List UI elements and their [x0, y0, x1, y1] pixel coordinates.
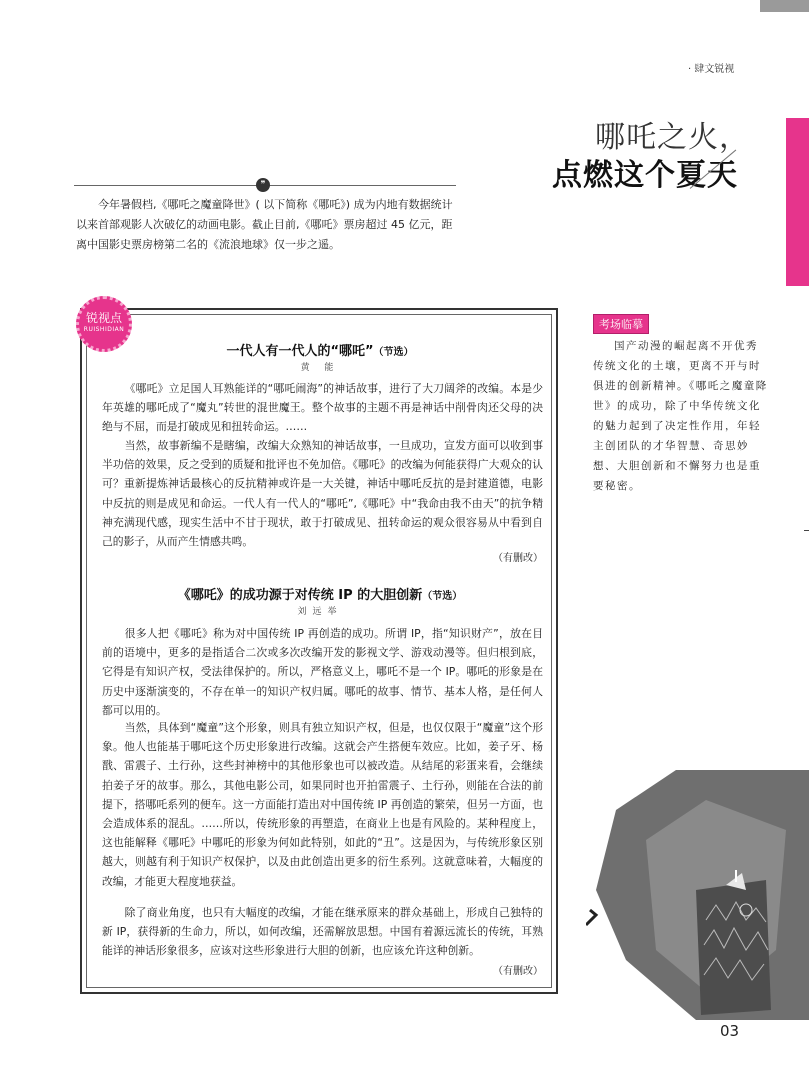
article-title-text: 一代人有一代人的“哪吒” [226, 344, 374, 359]
rosette-label: 锐视点 [85, 311, 122, 325]
accent-bar [786, 118, 809, 286]
article-author: 刘远举 [297, 607, 343, 617]
rosette-sublabel: RUISHIDIAN [83, 326, 125, 333]
article-paragraph: 很多人把《哪吒》称为对中国传统 IP 再创造的成功。所谓 IP，指“知识财产”，放在目前的语境中，更多的是指适合二次或多次改编开发的影视文学、游戏动漫等。但归根到底，它得是有知识产权，受法律保护的。所以，严格意义上，哪吒不是一个 IP。哪吒的形象是在历史中逐渐演变的，不存在单一的知识产权归属。哪吒的故事、情节、基本人格，是任何人都可以用的。 [102, 627, 543, 717]
illustration [586, 770, 809, 1020]
sidebar-text: 国产动漫的崛起离不开优秀传统文化的土壤，更离不开与时俱进的创新精神。《哪吒之魔童降世》的成功，除了中华传统文化的魅力起到了决定性作用，年轻主创团队的才华智慧、奇思妙想、大胆创新和不懈努力也是重要秘密。 [593, 340, 768, 492]
sidebar-badge: 考场临摹 [593, 314, 649, 334]
page-title-line2: 点燃这个夏天 [552, 158, 738, 193]
article-title-suffix: （节选） [373, 347, 414, 358]
article-paragraph: 《哪吒》立足国人耳熟能详的“哪吒闹海”的神话故事，进行了大刀阔斧的改编。本是少年英雄的哪吒成了“魔丸”转世的混世魔王。整个故事的主题不再是神话中削骨肉还父母的决绝与不屈，而是打破成见和扭转命运。…… [102, 382, 543, 434]
corner-decoration [760, 0, 809, 12]
article-author: 黄 能 [300, 363, 340, 373]
article-note: （有删改） [493, 553, 543, 564]
article-note: （有删改） [493, 966, 543, 977]
article-paragraph: 当然，具体到“魔童”这个形象，则具有独立知识产权，但是，也仅仅限于“魔童”这个形象。他人也能基于哪吒这个历史形象进行改编。这就会产生搭便车效应。比如，姜子牙、杨戬、雷震子、土行孙，这些封神榜中的其他形象也可以被改造。从结尾的彩蛋来看，会继续拍姜子牙的故事。那么，其他电影公司，如果同时也开拍雷震子、土行孙，则能在合法的前提下，搭哪吒系列的便车。这一方面能打造出对中国传统 IP 再创造的繁荣，但另一方面，也会造成体系的混乱。……所以，传统形象的再塑造，在商业上也是有风险的。某种程度上，这也能解释《哪吒》中哪吒的形象为何如此特别，如此的“丑”。这是因为，与传统形象区别越大，则越有利于知识产权保护，以及由此创造出更多的衍生系列。这就意味着，大幅度的改编，才能更大程度地获益。 [102, 721, 543, 888]
quote-icon: ❞ [256, 178, 270, 192]
page-number: 03 [720, 1022, 740, 1040]
margin-tick [804, 530, 809, 531]
article-title [100, 340, 540, 359]
page-title-line1: 哪吒之火， [595, 120, 750, 155]
intro-paragraph: 今年暑假档,《哪吒之魔童降世》( 以下简称《哪吒》) 成为内地有数据统计以来首部观影人次破亿的动画电影。截止目前,《哪吒》票房超过 45 亿元，距离中国影史票房榜第二名的《流浪地球》仅一步之遥。 [76, 198, 453, 251]
article-paragraph: 当然，故事新编不是瞎编，改编大众熟知的神话故事，一旦成功，宣发方面可以收到事半功倍的效果，反之受到的质疑和批评也不免加倍。《哪吒》的改编为何能获得广大观众的认可？重新提炼神话最核心的反抗精神或许是一大关键，神话中哪吒反抗的是封建道德，电影中反抗的则是成见和命运。一代人有一代人的“哪吒”,《哪吒》中“我命由我不由天”的抗争精神充满现代感，现实生活中不甘于现状，敢于打破成见、扭转命运的观众很容易从中看到自己的影子，从而产生情感共鸣。 [102, 439, 543, 549]
article-title-text: 《哪吒》的成功源于对传统 IP 的大胆创新 [177, 588, 423, 603]
article-paragraph: 除了商业角度，也只有大幅度的改编，才能在继承原来的群众基础上，形成自己独特的新 IP，获得新的生命力，所以，如何改编，还需解放思想。中国有着源远流长的传统，耳熟能详的神话形象很多，应该对这些形象进行大胆的创新，也应该允许这种创新。 [102, 906, 543, 958]
article-title-suffix: （节选） [422, 591, 463, 602]
section-tag: · 肆文锐视 [688, 64, 735, 75]
article-title [100, 584, 540, 603]
